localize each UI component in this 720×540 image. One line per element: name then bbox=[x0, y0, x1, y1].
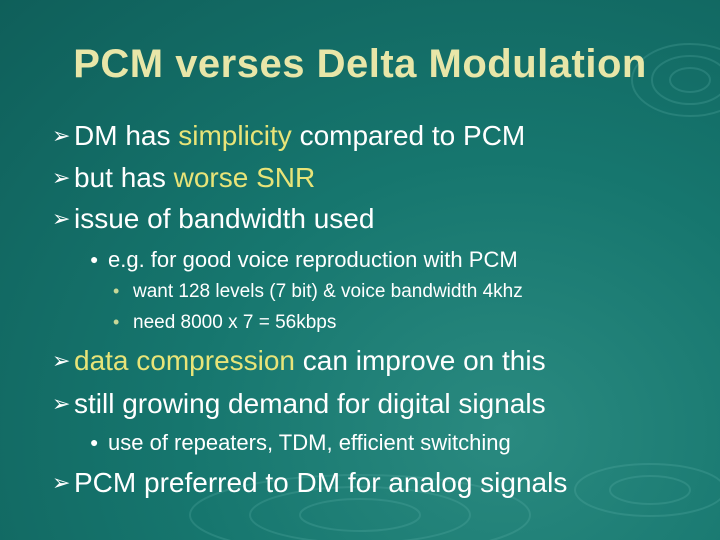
sub-bullet-repeaters bbox=[90, 430, 511, 456]
bullet-dm-simplicity bbox=[52, 120, 525, 152]
bullet-text-post: can improve on this bbox=[295, 345, 546, 376]
bullet-text-post: compared to PCM bbox=[291, 120, 526, 151]
bullet-text-pre: DM has bbox=[74, 120, 179, 151]
subsub-bullet-rate bbox=[113, 312, 336, 334]
bullet-text-pre: but has bbox=[74, 162, 174, 193]
arrow-bullet-icon: ➢ bbox=[52, 470, 71, 495]
sub-bullet-text: e.g. for good voice reproduction with PCM bbox=[108, 247, 518, 272]
arrow-bullet-icon: ➢ bbox=[52, 206, 71, 231]
small-dot-bullet-icon: • bbox=[113, 312, 120, 332]
bullet-pcm-preferred bbox=[52, 467, 567, 499]
bullet-data-compression bbox=[52, 345, 546, 377]
bullet-text: still growing demand for digital signals bbox=[74, 388, 546, 419]
bullet-worse-snr bbox=[52, 162, 315, 194]
arrow-bullet-icon: ➢ bbox=[52, 165, 71, 190]
sub-bullet-text: use of repeaters, TDM, efficient switching bbox=[108, 430, 511, 455]
bullet-text: PCM preferred to DM for analog signals bbox=[74, 467, 568, 498]
round-bullet-icon: ● bbox=[90, 434, 99, 450]
bullet-bandwidth bbox=[52, 203, 374, 235]
subsub-bullet-text: need 8000 x 7 = 56kbps bbox=[133, 312, 337, 333]
subsub-bullet-levels bbox=[113, 281, 523, 303]
subsub-bullet-text: want 128 levels (7 bit) & voice bandwidth 4khz bbox=[133, 281, 523, 302]
arrow-bullet-icon: ➢ bbox=[52, 391, 71, 416]
highlight-text: data compression bbox=[74, 345, 296, 376]
highlight-text: simplicity bbox=[178, 120, 292, 151]
small-dot-bullet-icon: • bbox=[113, 281, 120, 301]
sub-bullet-voice bbox=[90, 247, 518, 273]
arrow-bullet-icon: ➢ bbox=[52, 123, 71, 148]
bullet-growing-demand bbox=[52, 388, 546, 420]
bullet-text: issue of bandwidth used bbox=[74, 203, 375, 234]
round-bullet-icon: ● bbox=[90, 251, 99, 267]
highlight-text: worse SNR bbox=[173, 162, 316, 193]
slide-title: PCM verses Delta Modulation bbox=[73, 42, 647, 86]
arrow-bullet-icon: ➢ bbox=[52, 348, 71, 373]
